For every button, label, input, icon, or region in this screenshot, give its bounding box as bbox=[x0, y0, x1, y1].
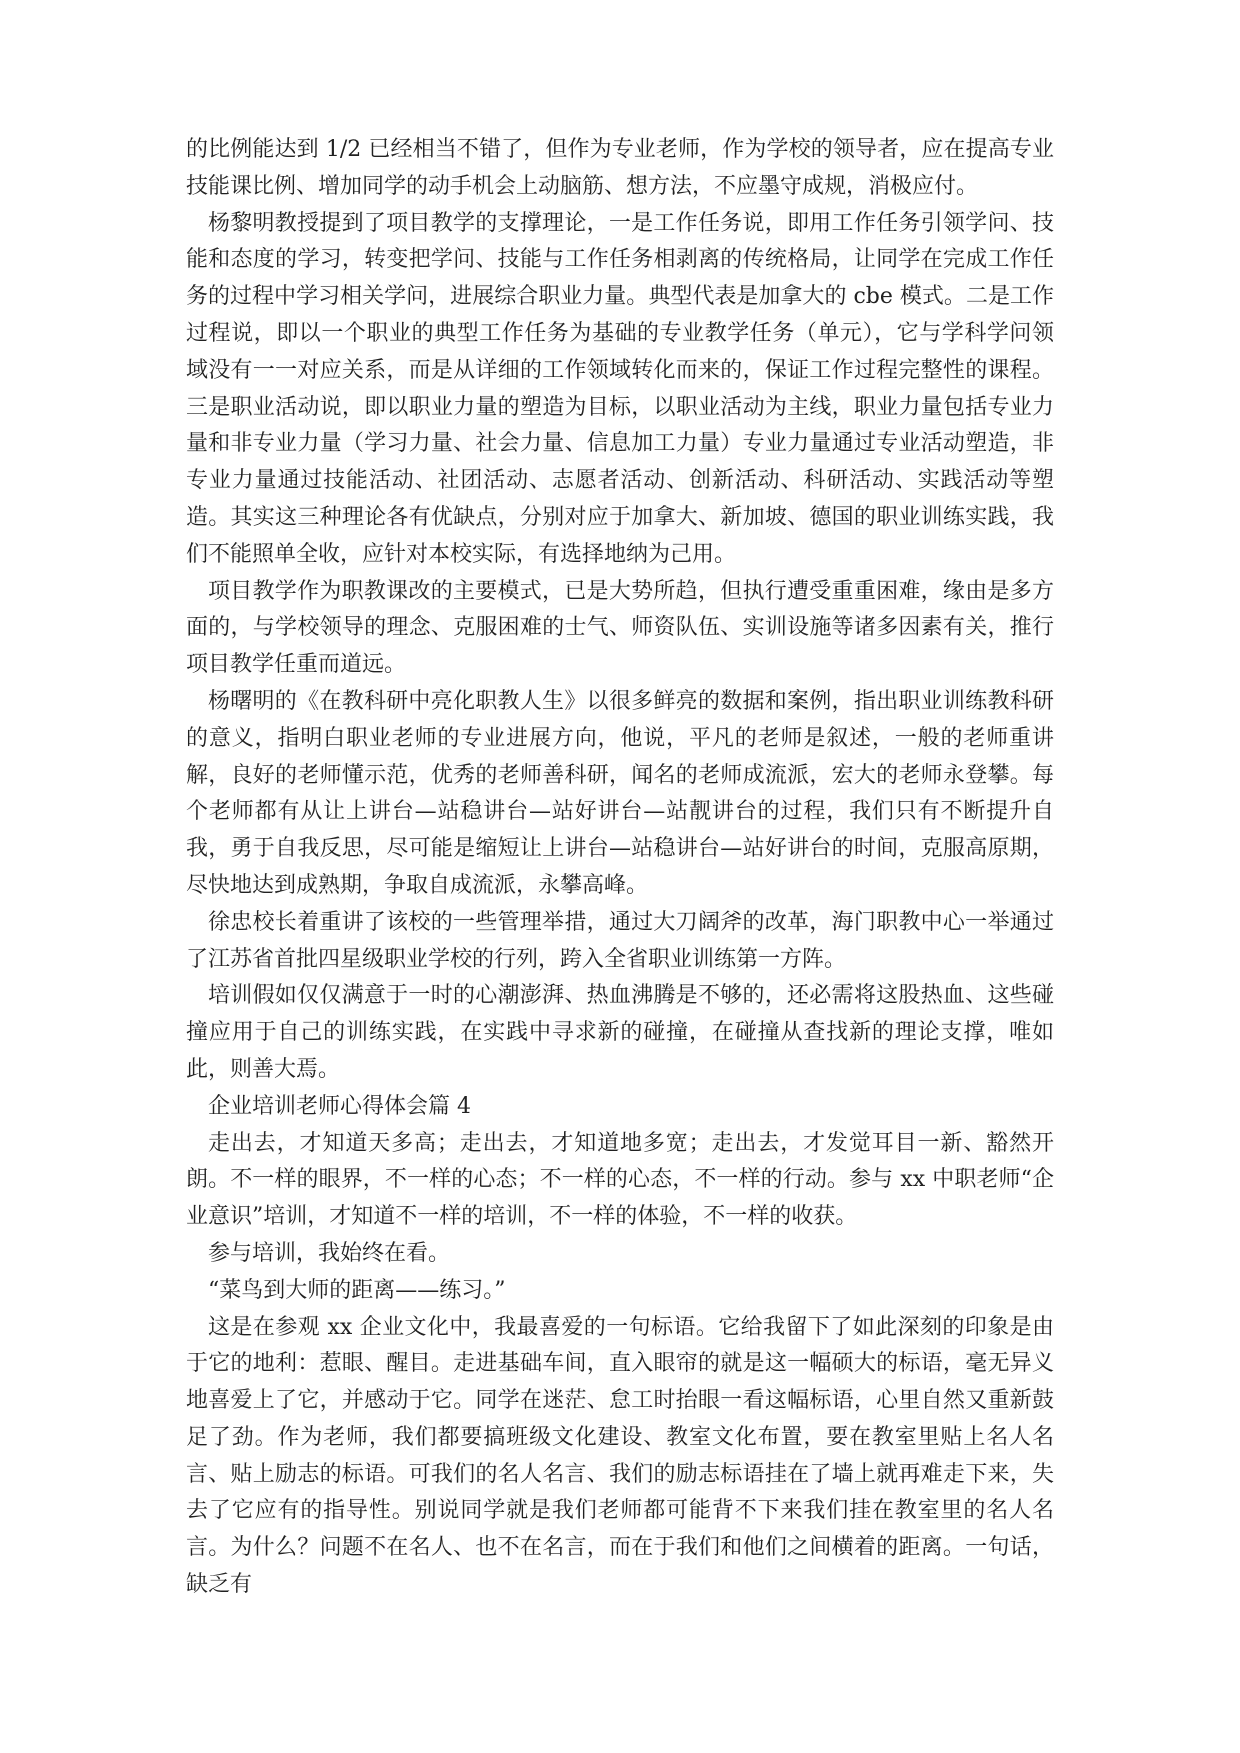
paragraph: 这是在参观 xx 企业文化中，我最喜爱的一句标语。它给我留下了如此深刻的印象是由于它的地利：惹眼、醒目。走进基础车间，直入眼帘的就是这一幅硕大的标语，毫无异义地喜爱上了它，并感动于它。同学在迷茫、怠工时抬眼一看这幅标语，心里自然又重新鼓足了劲。作为老师，我们都要搞班级文化建设、教室文化布置，要在教室里贴上名人名言、贴上励志的标语。可我们的名人名言、我们的励志标语挂在了墙上就再难走下来，失去了它应有的指导性。别说同学就是我们老师都可能背不下来我们挂在教室里的名人名言。为什么？问题不在名人、也不在名言，而在于我们和他们之间横着的距离。一句话，缺乏有 bbox=[186, 1314, 1054, 1598]
paragraph: 徐忠校长着重讲了该校的一些管理举措，通过大刀阔斧的改革，海门职教中心一举通过了江苏省首批四星级职业学校的行列，跨入全省职业训练第一方阵。 bbox=[186, 909, 1054, 972]
document-body bbox=[186, 132, 1054, 1604]
paragraph: 项目教学作为职教课改的主要模式，已是大势所趋，但执行遭受重重困难，缘由是多方面的，与学校领导的理念、克服困难的士气、师资队伍、实训设施等诸多因素有关，推行项目教学任重而道远。 bbox=[186, 578, 1054, 678]
paragraph: 参与培训，我始终在看。 bbox=[208, 1240, 451, 1266]
paragraph: 的比例能达到 1/2 已经相当不错了，但作为专业老师，作为学校的领导者，应在提高专业技能课比例、增加同学的动手机会上动脑筋、想方法，不应墨守成规，消极应付。 bbox=[186, 137, 1054, 199]
paragraph: “菜鸟到大师的距离——练习。” bbox=[208, 1277, 506, 1303]
paragraph: 走出去，才知道天多高；走出去，才知道地多宽；走出去，才发觉耳目一新、豁然开朗。不一样的眼界，不一样的心态；不一样的心态，不一样的行动。参与 xx 中职老师“企业意识”培训，才知道不一样的培训，不一样的体验，不一样的收获。 bbox=[186, 1130, 1054, 1230]
paragraph: 杨黎明教授提到了项目教学的支撑理论，一是工作任务说，即用工作任务引领学问、技能和态度的学习，转变把学问、技能与工作任务相剥离的传统格局，让同学在完成工作任务的过程中学习相关学问，进展综合职业力量。典型代表是加拿大的 cbe 模式。二是工作过程说，即以一个职业的典型工作任务为基础的专业教学任务（单元），它与学科学问领域没有一一对应关系，而是从详细的工作领域转化而来的，保证工作过程完整性的课程。三是职业活动说，即以职业力量的塑造为目标，以职业活动为主线，职业力量包括专业力量和非专业力量（学习力量、社会力量、信息加工力量）专业力量通过专业活动塑造，非专业力量通过技能活动、社团活动、志愿者活动、创新活动、科研活动、实践活动等塑造。其实这三种理论各有优缺点，分别对应于加拿大、新加坡、德国的职业训练实践，我们不能照单全收，应针对本校实际，有选择地纳为己用。 bbox=[186, 210, 1054, 567]
section-heading: 企业培训老师心得体会篇 4 bbox=[208, 1093, 471, 1119]
paragraph: 杨曙明的《在教科研中亮化职教人生》以很多鲜亮的数据和案例，指出职业训练教科研的意义，指明白职业老师的专业进展方向，他说，平凡的老师是叙述，一般的老师重讲解，良好的老师懂示范，优秀的老师善科研，闻名的老师成流派，宏大的老师永登攀。每个老师都有从让上讲台—站稳讲台—站好讲台—站靓讲台的过程，我们只有不断提升自我，勇于自我反思，尽可能是缩短让上讲台—站稳讲台—站好讲台的时间，克服高原期，尽快地达到成熟期，争取自成流派，永攀高峰。 bbox=[186, 688, 1054, 898]
paragraph: 培训假如仅仅满意于一时的心潮澎湃、热血沸腾是不够的，还必需将这股热血、这些碰撞应用于自己的训练实践，在实践中寻求新的碰撞，在碰撞从查找新的理论支撑，唯如此，则善大焉。 bbox=[186, 983, 1054, 1082]
